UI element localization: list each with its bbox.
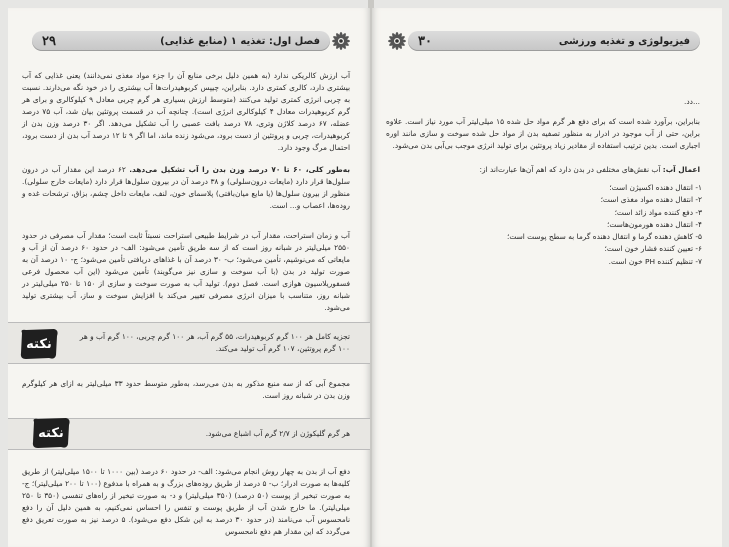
paragraph-body: ۶۲ درصد این مقدار آب در درون سلول‌ها قرار دارد (مایعات درون‌سلولی) و ۳۸ درصد آن در بیرون سلول‌ها قرار دارد (مایعات خارج سلولی). منظور از بیرون سلول‌ها (یا مایع میان‌بافتی) پلاسمای خون، لنف، مایعات داخل چشم، بزاق، ترشحات غده و روده‌ها، اعصاب و... است. <box>22 165 350 210</box>
list-item: ۱- انتقال دهنده اکسیژن است؛ <box>609 183 702 192</box>
note-box-2 <box>8 418 370 450</box>
section-intro: آب نقش‌های مختلفی در بدن دارد که اهم آن‌ها عبارت‌اند از: <box>479 165 661 174</box>
left-page-header <box>32 30 352 52</box>
paragraph-water-calories: آب ارزش کالریکی ندارد (به همین دلیل برخی منابع آن را جزء مواد مغذی نمی‌دانند) یعنی غذایی که آب بیشتری دارد، کالری کمتری دارد. بنابراین، چیپس کربوهیدرات‌ها آب بیشتری را در خود نگه می‌دارند. نسبت به چربی انرژی کمتری تولید می‌کنند (متوسط ارزش بسیاری هر گرم چربی معادل ۹ کیلوکالری و برای هر گرم کربوهیدرات معادل ۴ کیلوکالری انرژی است). چنانچه آب در قسمت پروتئین بیان شد، آب ۷۵ درصد عضله، ۶۷ درصد کلاژن وتری، ۷۸ درصد بافت عصبی را آب تشکیل می‌دهد. اگر ۳۰ درصد وزن بدن از کربوهیدرات، چربی و پروتئین از دست برود، می‌شود زنده ماند، اما اگر ۹ تا ۱۲ درصد آب بدن از دست برود، احتمال مرگ وجود دارد. <box>22 71 351 152</box>
header-bar <box>408 31 700 51</box>
chapter-title: فصل اول: تغذیه ۱ (منابع غذایی) <box>160 35 320 47</box>
note-badge-label: نکته <box>38 426 64 441</box>
paragraph-water-intake: آب و زمان استراحت، مقدار آب در شرایط طبیعی استراحت نسبتاً ثابت است؛ مقدار آب مصرفی در حدود ۲۵۵۰ میلی‌لیتر در شبانه روز است که از سه طریق تأمین می‌شود: الف- در حدود ۶۰ درصد آن از آب و مایعاتی که می‌نوشیم، تأمین می‌شود؛ ب- ۳۰ درصد آن با غذاهای دریافتی تأمین می‌شود؛ ج- ۱۰ درصد آن به صورت تولید در بدن (با آب سوخت و سازی نیز می‌گویند) تأمین می‌شود (این آب محصول فرعی فسفوریلاسیون هوازی است. فصل دوم). تولید آب به صورت سوخت و سازی از ۱۵۰ تا ۲۵۰ میلی‌لیتر در شبانه روز، متناسب با میزان انرژی مصرفی تغییر می‌کند با افزایش سوخت و ساز، آب بیشتری تولید می‌شود. <box>22 231 350 312</box>
paragraph-lead: به‌طور کلی، ۶۰ تا ۷۰ درصد وزن بدن را آب تشکیل می‌دهد. <box>129 165 350 174</box>
list-item: ۵- کاهش دهنده گرما و انتقال دهنده گرما به سطح پوست است؛ <box>506 232 702 242</box>
flower-emblem-icon <box>386 30 408 52</box>
list-item: ۷- تنظیم کننده PH خون است. <box>608 256 702 266</box>
note-text-1: تجزیه کامل هر ۱۰۰ گرم کربوهیدرات، ۵۵ گرم آب، هر ۱۰۰ گرم چربی، ۱۰۰ گرم آب و هر ۱۰۰ گرم پروتئین، ۱۰۷ گرم آب تولید می‌کند. <box>79 332 350 353</box>
note-box-1 <box>8 322 370 364</box>
continued-fragment: ...دد. <box>684 97 700 106</box>
note-badge-label: نکته <box>26 337 52 352</box>
water-functions-list <box>507 182 702 268</box>
right-page-header <box>386 30 700 52</box>
left-page <box>8 8 370 547</box>
paragraph-body-water <box>22 164 350 212</box>
list-item: ۴- انتقال دهنده هورمون‌هاست؛ <box>606 219 702 229</box>
page-number: ۲۹ <box>42 33 56 49</box>
header-bar <box>32 31 330 51</box>
note-text-2: هر گرم گلیکوژن از ۲/۷ گرم آب اشباع می‌شود. <box>205 429 350 438</box>
list-item: ۶- تعیین کننده فشار خون است؛ <box>604 244 702 254</box>
book-title: فیزیولوژی و تغذیه ورزشی <box>558 35 690 47</box>
paragraph-daily-average: مجموع آبی که از سه منبع مذکور به بدن می‌رسد، به‌طور متوسط حدود ۳۳ میلی‌لیتر به ازای هر کیلوگرم وزن بدن در شبانه روز است. <box>22 379 350 400</box>
paragraph-water-excretion: دفع آب از بدن به چهار روش انجام می‌شود: الف- در حدود ۶۰ درصد (بین ۱۰۰۰ تا ۱۵۰۰ میلی‌لیتر) از طریق کلیه‌ها به صورت ادرار؛ ب- ۵ درصد از طریق روده‌های بزرگ و به همراه با مدفوع (۱۰۰ تا ۲۰۰ میلی‌لیتر)؛ ج- به صورت تبخیر از پوست (۵۰ درصد) (۳۵۰ میلی‌لیتر) و د- به صورت تبخیر از راه‌های تنفسی (۳۵۰ تا ۲۵۰ میلی‌لیتر). ما خارج شدن آب از طریق پوست و تنفس را احساس نمی‌کنیم، به همین دلیل آن را دفع نامحسوس آب می‌نامند (در حدود ۳۰ درصد به این شکل دفع می‌شود). ۵ درصد نیز به صورت تعریق دفع می‌گردد که این مقدار هم دفع نامحسوس <box>22 467 351 536</box>
paragraph-solute-excretion: بنابراین، برآورد شده است که برای دفع هر گرم مواد حل شده ۱۵ میلی‌لیتر آب مورد نیاز است. علاوه براین، حتی از آب موجود در ادرار به منظور تصفیه بدن از مواد حل شده سوخت و سازی مانند اوره اجباری است. بدین ترتیب استفاده از مقادیر زیاد پروتئین برای تولید انرژی موجب بی‌آبی بدن می‌شود. <box>386 117 700 150</box>
list-item: ۳- دفع کننده مواد زائد است؛ <box>614 207 702 217</box>
right-page <box>372 8 722 547</box>
list-item: ۲- انتقال دهنده مواد مغذی است؛ <box>600 195 702 205</box>
water-functions-heading <box>386 164 700 176</box>
section-title: اعمال آب: <box>662 165 700 174</box>
flower-emblem-icon <box>330 30 352 52</box>
page-number: ۳۰ <box>418 33 432 49</box>
